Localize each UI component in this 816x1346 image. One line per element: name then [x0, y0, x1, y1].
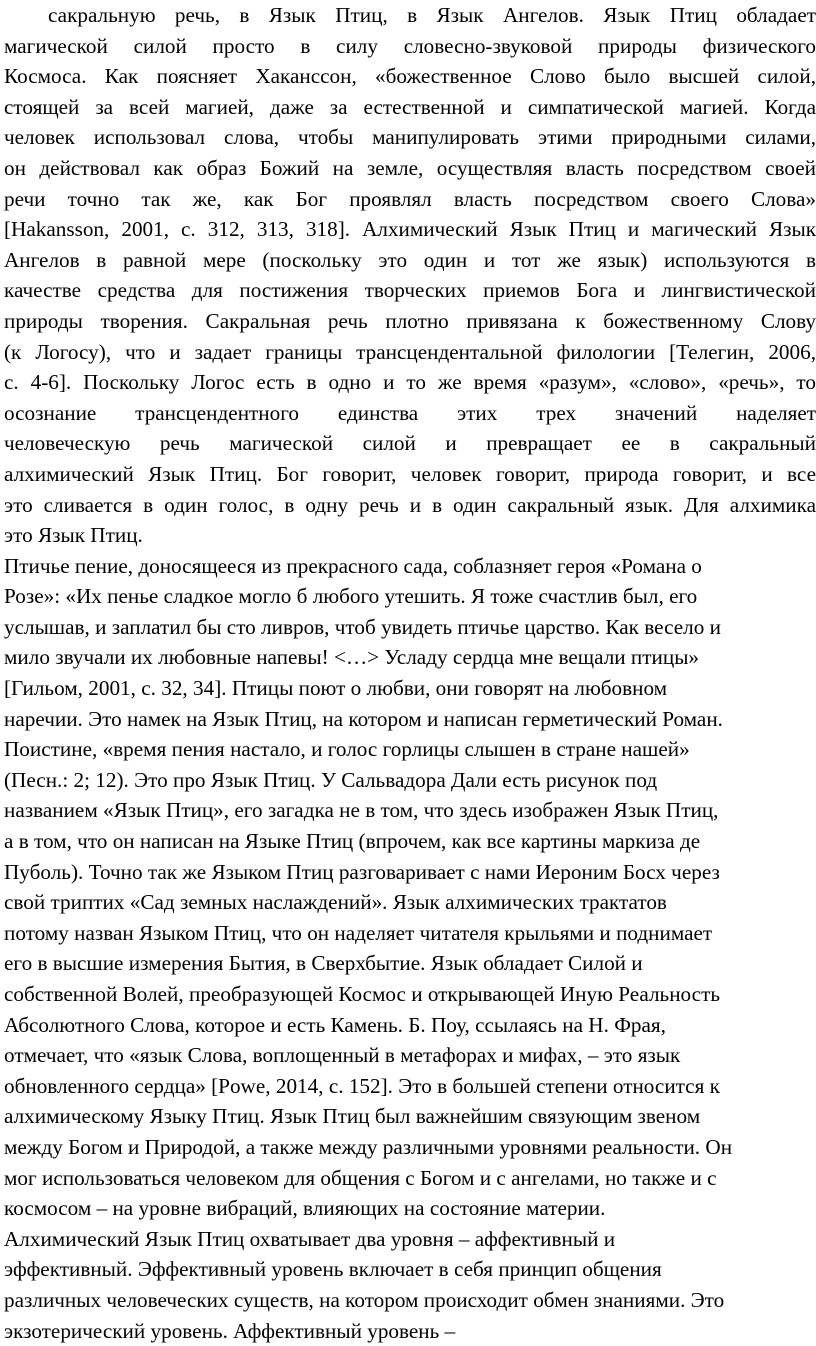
text-line: алхимический Язык Птиц. Бог говорит, человек говорит, природа говорит, и все: [4, 461, 816, 486]
text-line: наречии. Это намек на Язык Птиц, на котором и написан герметический Роман.: [4, 706, 723, 731]
text-line: (к Логосу), что и задает границы трансцендентальной филологии [Телегин, 2006,: [4, 339, 816, 364]
text-line: [Hakansson, 2001, c. 312, 313, 318]. Алхимический Язык Птиц и магический Язык: [4, 217, 816, 242]
text-line: различных человеческих существ, на котором происходит обмен знаниями. Это: [4, 1287, 725, 1312]
text-line: [Гильом, 2001, с. 32, 34]. Птицы поют о любви, они говорят на любовном: [4, 676, 668, 701]
text-line: свой триптих «Сад земных наслаждений». Язык алхимических трактатов: [4, 890, 667, 915]
text-line: его в высшие измерения Бытия, в Сверхбытие. Язык обладает Силой и: [4, 951, 643, 976]
text-line: Ангелов в равной мере (поскольку это один и тот же язык) используются в: [4, 247, 816, 272]
text-line: качестве средства для постижения творческих приемов Бога и лингвистической: [4, 278, 816, 303]
text-line: Космоса. Как поясняет Хаканссон, «божественное Слово было высшей силой,: [4, 64, 816, 89]
text-line: речи точно так же, как Бог проявлял власть посредством своего Слова»: [4, 186, 816, 211]
paragraph-1: [4, 0, 816, 551]
text-line: названием «Язык Птиц», его загадка не в том, что здесь изображен Язык Птиц,: [4, 798, 719, 823]
text-line: человек использовал слова, чтобы манипулировать этими природными силами,: [4, 125, 816, 150]
text-line: космосом – на уровне вибраций, влияющих на состояние материи.: [4, 1196, 606, 1221]
text-line: мог использоваться человеком для общения с Богом и с ангелами, но также и с: [4, 1165, 717, 1190]
text-line: собственной Волей, преобразующей Космос и открывающей Иную Реальность: [4, 982, 721, 1006]
text-line: с. 4-6]. Поскольку Логос есть в одно и то же время «разум», «слово», «речь», то: [4, 370, 816, 395]
text-line: природы творения. Сакральная речь плотно привязана к божественному Слову: [4, 308, 816, 333]
text-line: Поистине, «время пения настало, и голос горлицы слышен в стране нашей»: [4, 737, 690, 762]
text-line: мило звучали их любовные напевы! <…> Усладу сердца мне вещали птицы»: [4, 645, 700, 670]
text-line: это Язык Птиц.: [4, 523, 143, 548]
text-line: алхимическому Языку Птиц. Язык Птиц был важнейшим связующим звеном: [4, 1104, 701, 1129]
text-line: (Песн.: 2; 12). Это про Язык Птиц. У Сальвадора Дали есть рисунок под: [4, 767, 658, 792]
text-line: Алхимический Язык Птиц охватывает два уровня – аффективный и: [4, 1226, 616, 1251]
text-line: экзотерический уровень. Аффективный уровень –: [4, 1318, 456, 1343]
text-line: обновленного сердца» [Powe, 2014, с. 152]. Это в большей степени относится к: [4, 1073, 720, 1098]
text-line: сакральную речь, в Язык Птиц, в Язык Ангелов. Язык Птиц обладает: [48, 3, 816, 27]
text-line: эффективный. Эффективный уровень включает в себя принцип общения: [4, 1257, 662, 1282]
text-line: Птичье пение, доносящееся из прекрасного сада, соблазняет героя «Романа о: [4, 553, 702, 578]
text-line: человеческую речь магической силой и превращает ее в сакральный: [4, 431, 816, 456]
text-line: это сливается в один голос, в одну речь и в один сакральный язык. Для алхимика: [4, 492, 816, 517]
text-line: Розе»: «Их пенье сладкое могло б любого утешить. Я тоже счастлив был, его: [4, 584, 698, 609]
text-line: Пуболь). Точно так же Языком Птиц разговаривает с нами Иероним Босх через: [4, 859, 720, 884]
paragraph-2: [4, 551, 816, 1346]
text-line: между Богом и Природой, а также между различными уровнями реальности. Он: [4, 1134, 733, 1159]
text-line: а в том, что он написан на Языке Птиц (впрочем, как все картины маркиза де: [4, 829, 701, 854]
text-line: потому назван Языком Птиц, что он наделяет читателя крыльями и поднимает: [4, 920, 713, 945]
text-line: он действовал как образ Божий на земле, осуществляя власть посредством своей: [4, 155, 816, 180]
text-line: отмечает, что «язык Слова, воплощенный в метафорах и мифах, – это язык: [4, 1043, 681, 1068]
text-line: Абсолютного Слова, которое и есть Камень. Б. Поу, ссылаясь на Н. Фрая,: [4, 1012, 666, 1037]
text-line: магической силой просто в силу словесно-звуковой природы физического: [4, 33, 816, 58]
text-line: осознание трансцендентного единства этих трех значений наделяет: [4, 400, 816, 425]
text-line: стоящей за всей магией, даже за естественной и симпатической магией. Когда: [4, 94, 816, 119]
text-line: услышав, и заплатил бы сто ливров, чтоб увидеть птичье царство. Как весело и: [4, 614, 721, 639]
